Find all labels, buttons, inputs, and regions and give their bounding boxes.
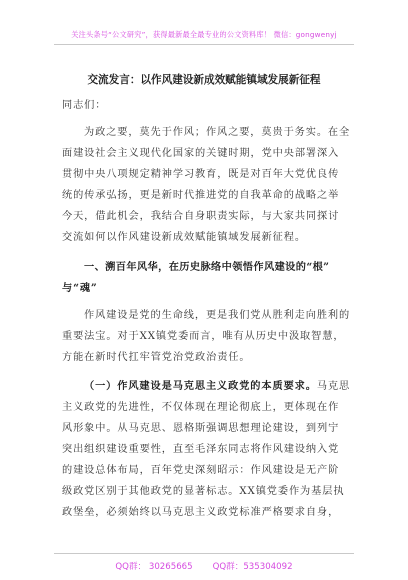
paragraph-line: 突出组织建设重要性，直至毛泽东同志将作风建设纳入党 <box>62 444 340 455</box>
section-heading: 一、溯百年风华，在历史脉络中领悟作风建设的“根” <box>84 261 330 273</box>
footer-contacts <box>0 560 408 572</box>
paragraph-line: 风形象中。从马克思、恩格斯强调思想理论建设，到列宁 <box>62 423 340 434</box>
paragraph-text: 马克思 <box>316 381 351 392</box>
footer-divider <box>54 553 354 554</box>
paragraph-line: 今天，借此机会，我结合自身职责实际，与大家共同探讨 <box>62 211 340 222</box>
paragraph-line: 为政之要，莫先于作风；作风之要，莫贵于务实。在全 <box>84 127 351 138</box>
paragraph-line: 级政党区别于其他政党的显著标志。XX镇党委作为基层执 <box>62 486 345 497</box>
paragraph-line: 面建设社会主义现代化国家的关键时期，党中央部署深入 <box>62 148 340 159</box>
section-heading: 与“魂” <box>62 282 98 294</box>
salutation: 同志们： <box>62 100 107 111</box>
paragraph-line: 方能在新时代扛牢管党治党政治责任。 <box>62 352 251 363</box>
paragraph-line: 交流如何以作风建设新成效赋能镇域发展新征程。 <box>62 232 306 243</box>
paragraph-line: 贯彻中央八项规定精神学习教育，既是对百年大党优良传 <box>62 169 340 180</box>
paragraph-line: 主义政党的先进性，不仅体现在理论彻底上，更体现在作 <box>62 402 340 413</box>
subheading: （一）作风建设是马克思主义政党的本质要求。 <box>84 380 317 392</box>
subheading-line <box>84 377 350 392</box>
paragraph-line: 作风建设是党的生命线，更是我们党从胜利走向胜利的 <box>84 310 351 321</box>
document-title: 交流发言：以作风建设新成效赋能镇域发展新征程 <box>87 74 321 86</box>
qq-group-2: QQ群：535304092 <box>212 562 293 572</box>
header-divider <box>54 44 354 45</box>
promo-banner: 关注头条号“公文研究”，获得最新最全最专业的公文资料库！ 微信：gongwenyj <box>71 30 337 39</box>
paragraph-line: 政堡垒，必须始终以马克思主义政党标准严格要求自身， <box>62 507 340 518</box>
paragraph-line: 的建设总体布局，百年党史深刻昭示：作风建设是无产阶 <box>62 465 340 476</box>
qq-group-1: QQ群： 30265665 <box>115 562 193 572</box>
paragraph-line: 统的传承弘扬，更是新时代推进党的自我革命的战略之举 <box>62 190 340 201</box>
paragraph-line: 重要法宝。对于XX镇党委而言，唯有从历史中汲取智慧， <box>62 331 345 342</box>
